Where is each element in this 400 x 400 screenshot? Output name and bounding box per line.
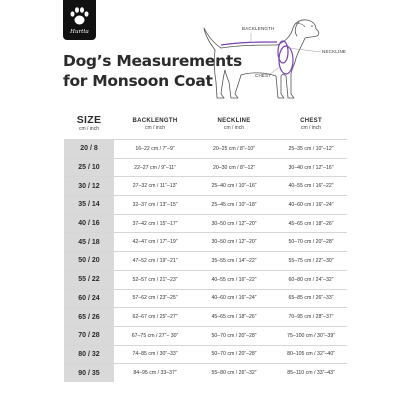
backlength-cell: 47–52 cm / 19”–21” [132, 257, 178, 264]
size-cell: 90 / 35 [64, 364, 114, 382]
backlength-cell: 37–42 cm / 15”–17” [132, 220, 178, 227]
dog-measurement-diagram [195, 12, 365, 112]
chest-cell: 75–100 cm / 30”–39” [287, 332, 335, 339]
header-size [64, 115, 114, 132]
header-neckline-unit: cm / inch [223, 125, 244, 131]
size-cell: 50 / 20 [64, 252, 114, 270]
chest-cell: 45–65 cm / 18”–26” [288, 220, 334, 227]
table-row [64, 345, 347, 364]
neckline-cell: 40–55 cm / 16”–22” [211, 276, 257, 283]
brand-logo [63, 0, 96, 40]
table-row [64, 307, 347, 326]
size-cell: 60 / 24 [64, 290, 114, 308]
neckline-cell: 55–80 cm / 26”–32” [211, 370, 257, 377]
header-neckline-label: NECKLINE [217, 118, 251, 124]
chest-cell: 85–110 cm / 33”–43” [287, 370, 335, 377]
dog-silhouette-icon [195, 12, 365, 112]
size-cell: 35 / 14 [64, 196, 114, 214]
size-cell: 30 / 12 [64, 177, 114, 195]
chest-cell: 40–60 cm / 16”–24” [288, 201, 334, 208]
header-backlength-label: BACKLENGTH [132, 118, 178, 124]
title-line-1: Dog’s Measurements [63, 52, 242, 70]
neckline-diagram-label: NECKLINE [322, 49, 347, 54]
neckline-cell: 30–50 cm / 12”–20” [211, 239, 257, 246]
table-row [64, 289, 347, 308]
backlength-cell: 27–32 cm / 11”–13” [132, 183, 178, 190]
backlength-cell: 22–27 cm / 9”–11” [134, 164, 176, 171]
header-chest-label: CHEST [300, 118, 322, 124]
size-cell: 40 / 16 [64, 215, 114, 233]
chest-cell: 80–105 cm / 32”–40” [287, 351, 335, 358]
size-cell: 25 / 10 [64, 159, 114, 177]
header-backlength [116, 115, 194, 131]
table-header [64, 115, 347, 139]
neckline-cell: 20–25 cm / 8”–10” [212, 145, 256, 152]
neckline-cell: 20–30 cm / 8”–12” [212, 164, 256, 171]
table-row [64, 232, 347, 251]
backlength-cell: 16–22 cm / 7”–9” [135, 145, 175, 152]
size-cell: 80 / 32 [64, 346, 114, 364]
chest-cell: 30–40 cm / 12”–16” [288, 164, 334, 171]
backlength-diagram-label: BACKLENGTH [242, 26, 275, 31]
size-cell: 45 / 18 [64, 233, 114, 251]
table-row [64, 139, 347, 158]
table-row [64, 326, 347, 345]
backlength-cell: 62–67 cm / 25”–27” [132, 314, 178, 321]
header-chest-unit: cm / inch [300, 125, 321, 131]
backlength-cell: 52–57 cm / 21”–23” [132, 276, 178, 283]
chest-cell: 40–55 cm / 16”–22” [288, 183, 334, 190]
table-row [64, 176, 347, 195]
backlength-cell: 42–47 cm / 17”–19” [132, 239, 178, 246]
brand-name: Hurtta [70, 29, 89, 35]
size-cell: 65 / 26 [64, 308, 114, 326]
size-cell: 55 / 22 [64, 271, 114, 289]
backlength-cell: 74–85 cm / 30”–33” [132, 351, 178, 358]
chest-cell: 65–85 cm / 26”–33” [288, 295, 334, 302]
header-neckline [194, 115, 274, 131]
neckline-cell: 25–45 cm / 10”–18” [211, 201, 257, 208]
backlength-cell: 57–62 cm / 23”–25” [132, 295, 178, 302]
size-cell: 70 / 28 [64, 327, 114, 345]
neckline-cell: 45–65 cm / 18”–26” [211, 314, 257, 321]
header-chest [274, 115, 348, 131]
backlength-cell: 67–75 cm / 27”– 30” [131, 332, 179, 339]
size-table [64, 115, 347, 382]
chest-cell: 60–80 cm / 24”–32” [288, 276, 334, 283]
table-row [64, 251, 347, 270]
table-row [64, 158, 347, 177]
chest-diagram-label: CHEST [255, 73, 272, 78]
neckline-cell: 35–55 cm / 14”–22” [211, 257, 257, 264]
chest-cell: 50–70 cm / 20”–28” [288, 239, 334, 246]
header-backlength-unit: cm / inch [144, 125, 165, 131]
neckline-cell: 40–60 cm / 16”–24” [211, 295, 257, 302]
table-row [64, 363, 347, 382]
neckline-cell: 50–70 cm / 20”–28” [211, 332, 257, 339]
backlength-cell: 84–95 cm / 33–37” [133, 370, 177, 377]
backlength-cell: 32–37 cm / 13”–15” [132, 201, 178, 208]
neckline-cell: 30–50 cm / 12”–20” [211, 220, 257, 227]
header-size-label: SIZE [76, 114, 102, 126]
chest-cell: 70–95 cm / 28”–37” [288, 314, 334, 321]
table-row [64, 195, 347, 214]
chest-cell: 55–75 cm / 22”–30” [288, 257, 334, 264]
paw-icon [68, 5, 91, 28]
neckline-cell: 50–70 cm / 20”–28” [211, 351, 257, 358]
table-row [64, 270, 347, 289]
title-line-2: for Monsoon Coat [63, 72, 213, 90]
header-size-unit: cm / inch [78, 126, 99, 132]
chest-cell: 25–35 cm / 10”–12” [288, 145, 334, 152]
neckline-cell: 25–40 cm / 10”–16” [211, 183, 257, 190]
size-cell: 20 / 8 [64, 140, 114, 158]
table-row [64, 214, 347, 233]
